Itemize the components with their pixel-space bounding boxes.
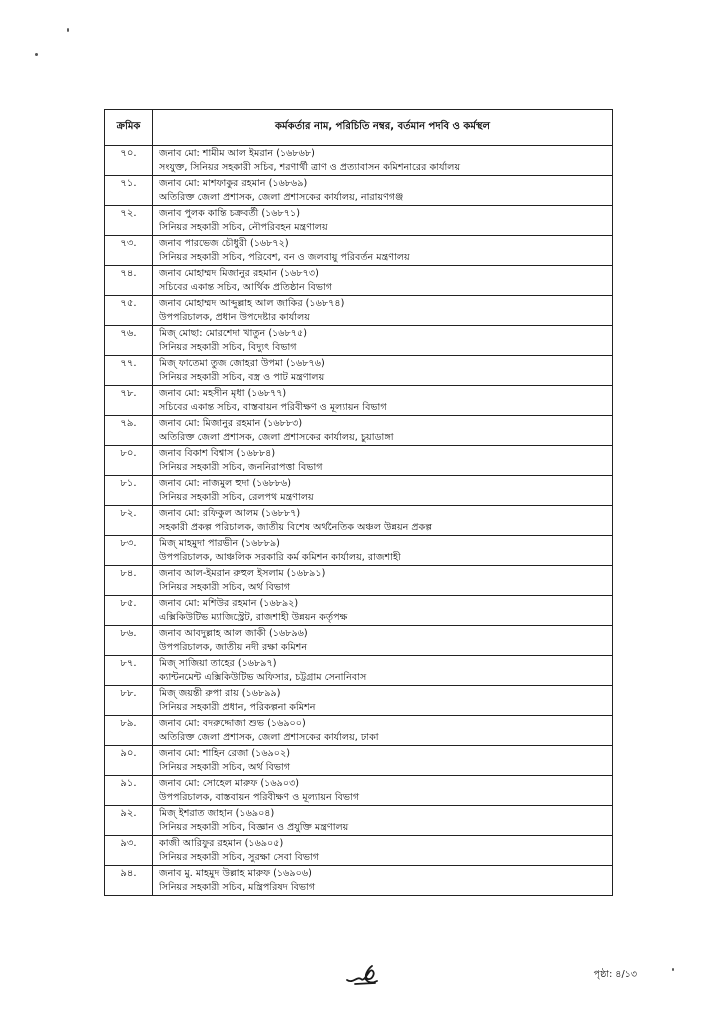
table-row (105, 866, 613, 896)
table-row (105, 236, 613, 266)
details-cell (153, 536, 613, 566)
details-cell (153, 476, 613, 506)
officer-name: মিজ্ ইশরাত জাহান (১৬৯০৪) (159, 808, 275, 819)
table-row (105, 206, 613, 236)
table-row (105, 566, 613, 596)
serial-cell: ৭১. (105, 176, 153, 206)
details-cell (153, 566, 613, 596)
officer-table (104, 109, 613, 896)
table-row (105, 356, 613, 386)
officer-name: মিজ্ মাহমুদা পারভীন (১৬৮৮৯) (159, 538, 280, 549)
serial-cell: ৯০. (105, 746, 153, 776)
officer-designation: সিনিয়র সহকারী সচিব, পরিবেশ, বন ও জলবায়ু পরিবর্তন মন্ত্রণালয় (159, 252, 410, 263)
serial-cell: ৭৫. (105, 296, 153, 326)
table-row (105, 416, 613, 446)
officer-designation: ক্যান্টনমেন্ট এক্সিকিউটিভ অফিসার, চট্টগ্রাম সেনানিবাস (159, 672, 367, 683)
serial-cell: ৮৫. (105, 596, 153, 626)
details-cell (153, 356, 613, 386)
table-row (105, 386, 613, 416)
scan-speck (67, 28, 69, 32)
officer-designation: সহকারী প্রকল্প পরিচালক, জাতীয় বিশেষ অর্থনৈতিক অঞ্চল উন্নয়ন প্রকল্প (159, 522, 433, 533)
serial-cell: ৯৪. (105, 866, 153, 896)
officer-name: জনাব মোহাম্মদ আব্দুল্লাহ আল জাকির (১৬৮৭৪) (159, 298, 345, 309)
table-row (105, 836, 613, 866)
officer-name: জনাব পারভেজ চৌধুরী (১৬৮৭২) (159, 238, 289, 249)
details-cell (153, 836, 613, 866)
details-cell (153, 806, 613, 836)
serial-cell: ৭৭. (105, 356, 153, 386)
details-cell (153, 596, 613, 626)
officer-designation: সিনিয়র সহকারী সচিব, অর্থ বিভাগ (159, 762, 291, 773)
details-cell (153, 776, 613, 806)
serial-cell: ৮৯. (105, 716, 153, 746)
serial-cell: ৯৩. (105, 836, 153, 866)
officer-name: জনাব বিকাশ বিশ্বাস (১৬৮৮৪) (159, 448, 276, 459)
officer-name: জনাব আল-ইমরান রুহুল ইসলাম (১৬৮৯১) (159, 568, 326, 579)
serial-cell: ৭৯. (105, 416, 153, 446)
officer-designation: উপপরিচালক, প্রধান উপদেষ্টার কার্যালয় (159, 312, 310, 323)
details-cell (153, 866, 613, 896)
details-cell (153, 656, 613, 686)
officer-designation: উপপরিচালক, বাস্তবায়ন পরিবীক্ষণ ও মূল্যায়ন বিভাগ (159, 792, 360, 803)
officer-name: মিজ্ মোছা: মোরশেদা খাতুন (১৬৮৭৫) (159, 328, 307, 339)
officer-designation: সিনিয়র সহকারী সচিব, বিদ্যুৎ বিভাগ (159, 342, 297, 353)
table-row (105, 296, 613, 326)
details-cell (153, 686, 613, 716)
serial-header: ক্রমিক (105, 110, 153, 146)
details-cell (153, 326, 613, 356)
officer-name: মিজ্ সাজিয়া তাহের (১৬৮৯৭) (159, 658, 277, 669)
officer-name: জনাব মোহাম্মদ মিজানুর রহমান (১৬৮৭৩) (159, 268, 319, 279)
signature-mark (345, 962, 381, 988)
details-cell (153, 506, 613, 536)
details-cell (153, 746, 613, 776)
table-row (105, 326, 613, 356)
officer-name: জনাব মু. মাহমুদ উল্লাহ মারুফ (১৬৯০৬) (159, 868, 312, 879)
serial-cell: ৭৪. (105, 266, 153, 296)
officer-designation: সিনিয়র সহকারী সচিব, মন্ত্রিপরিষদ বিভাগ (159, 882, 316, 893)
details-cell (153, 386, 613, 416)
scan-speck (35, 53, 38, 56)
officer-designation: এক্সিকিউটিভ ম্যাজিস্ট্রেট, রাজশাহী উন্নয়ন কর্তৃপক্ষ (159, 612, 348, 623)
details-cell (153, 416, 613, 446)
serial-cell: ৮২. (105, 506, 153, 536)
serial-cell: ৭৩. (105, 236, 153, 266)
officer-name: জনাব আবদুল্লাহ আল জাকী (১৬৮৯৬) (159, 628, 308, 639)
officer-designation: সিনিয়র সহকারী সচিব, সুরক্ষা সেবা বিভাগ (159, 852, 320, 863)
officer-name: কাজী আরিফুর রহমান (১৬৯০৫) (159, 838, 284, 849)
serial-cell: ৮০. (105, 446, 153, 476)
table-row (105, 176, 613, 206)
serial-cell: ৮৪. (105, 566, 153, 596)
officer-designation: সিনিয়র সহকারী সচিব, নৌপরিবহন মন্ত্রণালয় (159, 222, 328, 233)
serial-cell: ৮৭. (105, 656, 153, 686)
table-row (105, 596, 613, 626)
serial-cell: ৭০. (105, 146, 153, 176)
serial-cell: ৮৮. (105, 686, 153, 716)
table-row (105, 506, 613, 536)
officer-name: জনাব মো: বদরুদ্দোজা শুভ (১৬৯০০) (159, 718, 306, 729)
officer-designation: সংযুক্ত, সিনিয়র সহকারী সচিব, শরণার্থী ত্রাণ ও প্রত্যাবাসন কমিশনারের কার্যালয় (159, 162, 461, 173)
officer-designation: অতিরিক্ত জেলা প্রশাসক, জেলা প্রশাসকের কার্যালয়, ঢাকা (159, 732, 379, 743)
serial-cell: ৮৬. (105, 626, 153, 656)
officer-designation: সচিবের একান্ত সচিব, বাস্তবায়ন পরিবীক্ষণ ও মূল্যায়ন বিভাগ (159, 402, 387, 413)
table-row (105, 806, 613, 836)
officer-name: জনাব মো: নাজমুল হুদা (১৬৮৮৬) (159, 478, 292, 489)
officer-name: জনাব মো: মশিউর রহমান (১৬৮৯২) (159, 598, 299, 609)
officer-name: জনাব মো: মাশফাকুর রহমান (১৬৮৬৯) (159, 178, 308, 189)
officer-designation: উপপরিচালক, জাতীয় নদী রক্ষা কমিশন (159, 642, 308, 653)
officer-designation: সিনিয়র সহকারী সচিব, অর্থ বিভাগ (159, 582, 291, 593)
officer-designation: উপপরিচালক, আঞ্চলিক সরকারি কর্ম কমিশন কার্যালয়, রাজশাহী (159, 552, 401, 563)
table-row (105, 626, 613, 656)
officer-name: মিজ্ ফাতেমা তুজ জোহরা উপমা (১৬৮৭৬) (159, 358, 325, 369)
details-cell (153, 266, 613, 296)
officer-designation: সিনিয়র সহকারী সচিব, বিজ্ঞান ও প্রযুক্তি মন্ত্রণালয় (159, 822, 349, 833)
table-body (105, 146, 613, 896)
officer-designation: সিনিয়র সহকারী সচিব, বস্ত্র ও পাট মন্ত্রণালয় (159, 372, 325, 383)
table-row (105, 536, 613, 566)
details-cell (153, 236, 613, 266)
table-row (105, 266, 613, 296)
table-row (105, 656, 613, 686)
details-header: কর্মকর্তার নাম, পরিচিতি নম্বর, বর্তমান পদবি ও কর্মস্থল (153, 110, 613, 146)
officer-name: মিজ্ জয়ন্তী রুপা রায় (১৬৮৯৯) (159, 688, 281, 699)
officer-designation: সিনিয়র সহকারী সচিব, জননিরাপত্তা বিভাগ (159, 462, 323, 473)
table-row (105, 776, 613, 806)
table-row (105, 476, 613, 506)
scan-speck (672, 968, 674, 971)
officer-name: জনাব মো: শামীম আল ইমরান (১৬৮৬৮) (159, 148, 315, 159)
table-row (105, 716, 613, 746)
officer-designation: সিনিয়র সহকারী সচিব, রেলপথ মন্ত্রণালয় (159, 492, 314, 503)
page-number: পৃষ্ঠা: ৪/১৩ (593, 969, 637, 980)
table-header-row (105, 110, 613, 146)
serial-cell: ৭৬. (105, 326, 153, 356)
officer-name: জনাব পুলক কান্তি চক্রবর্তী (১৬৮৭১) (159, 208, 300, 219)
serial-cell: ৮৩. (105, 536, 153, 566)
table-row (105, 446, 613, 476)
details-cell (153, 446, 613, 476)
officer-name: জনাব মো: শাহিন রেজা (১৬৯০২) (159, 748, 291, 759)
officer-designation: অতিরিক্ত জেলা প্রশাসক, জেলা প্রশাসকের কার্যালয়, নারায়ণগঞ্জ (159, 192, 404, 203)
table-row (105, 686, 613, 716)
serial-cell: ৭৮. (105, 386, 153, 416)
serial-cell: ৯২. (105, 806, 153, 836)
details-cell (153, 716, 613, 746)
officer-name: জনাব মো: মিজানুর রহমান (১৬৮৮৩) (159, 418, 303, 429)
officer-name: জনাব মো: মহসীন মৃধা (১৬৮৭৭) (159, 388, 287, 399)
officer-designation: অতিরিক্ত জেলা প্রশাসক, জেলা প্রশাসকের কার্যালয়, চুয়াডাঙ্গা (159, 432, 394, 443)
details-cell (153, 296, 613, 326)
details-cell (153, 626, 613, 656)
officer-name: জনাব মো: রফিকুল আলম (১৬৮৮৭) (159, 508, 301, 519)
serial-cell: ৯১. (105, 776, 153, 806)
officer-name: জনাব মো: সোহেল মারুফ (১৬৯০৩) (159, 778, 300, 789)
serial-cell: ৭২. (105, 206, 153, 236)
table-row (105, 746, 613, 776)
officer-designation: সিনিয়র সহকারী প্রধান, পরিকল্পনা কমিশন (159, 702, 316, 713)
officer-designation: সচিবের একান্ত সচিব, আর্থিক প্রতিষ্ঠান বিভাগ (159, 282, 333, 293)
table-row (105, 146, 613, 176)
serial-cell: ৮১. (105, 476, 153, 506)
details-cell (153, 176, 613, 206)
details-cell (153, 206, 613, 236)
details-cell (153, 146, 613, 176)
